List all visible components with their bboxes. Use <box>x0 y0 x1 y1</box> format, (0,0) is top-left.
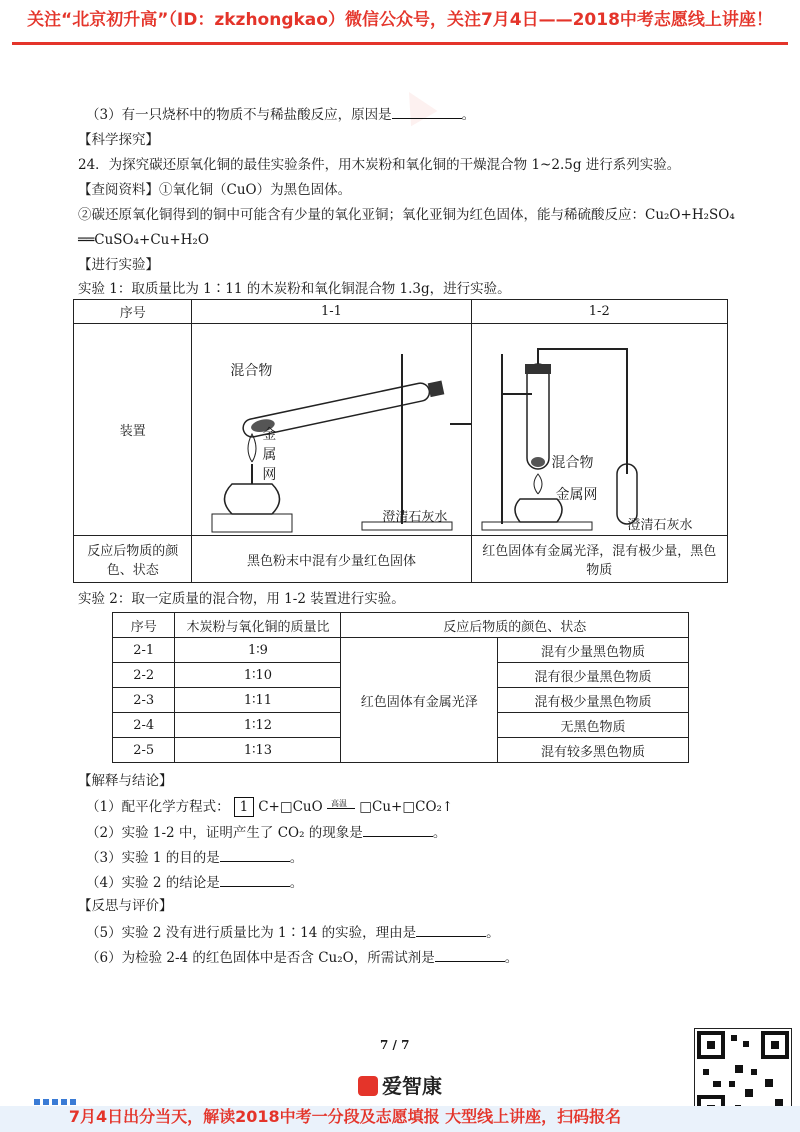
brand-logo <box>358 1070 442 1099</box>
page-number: 7 / 7 <box>380 1038 410 1052</box>
row-device-label: 装置 <box>74 324 192 536</box>
answer-blank <box>435 947 505 962</box>
equation-left: C+□CuO <box>258 799 323 815</box>
period: 。 <box>504 950 519 966</box>
label-limewater-1: 澄清石灰水 <box>382 510 448 525</box>
period: 。 <box>486 925 500 941</box>
seq-cell: 2-3 <box>113 688 175 713</box>
apparatus-1-1-drawing <box>192 324 472 536</box>
t2-header-state: 反应后物质的颜色、状态 <box>341 613 689 638</box>
question-3-text: （3）有一只烧杯中的物质不与稀盐酸反应，原因是 <box>86 107 392 123</box>
reaction-condition: 高温 <box>330 798 347 808</box>
experiment-2-table <box>112 612 689 763</box>
answer-1 <box>86 797 453 817</box>
header-1-1: 1-1 <box>192 300 471 324</box>
apparatus-1-2-drawing <box>472 324 729 536</box>
merged-state-cell: 红色固体有金属光泽 <box>341 638 498 763</box>
equation-right: □Cu+□CO₂↑ <box>359 799 454 815</box>
seq-cell: 2-2 <box>113 663 175 688</box>
section-reflect: 【反思与评价】 <box>78 898 173 914</box>
state-cell: 混有较多黑色物质 <box>498 738 689 763</box>
section-science-explore: 【科学探究】 <box>78 132 159 148</box>
experiment-2-desc: 实验 2：取一定质量的混合物，用 1-2 装置进行实验。 <box>78 591 405 607</box>
reference-2 <box>78 206 735 224</box>
apparatus-1-1 <box>192 324 471 536</box>
reference-1: 【查阅资料】①氧化铜（CuO）为黑色固体。 <box>78 182 352 198</box>
section-explain: 【解释与结论】 <box>78 773 173 789</box>
t2-header-seq: 序号 <box>113 613 175 638</box>
state-1-2: 红色固体有金属光泽，混有极少量，黑色物质 <box>471 536 727 583</box>
answer-5 <box>86 922 500 942</box>
label-metal-2: 属 <box>262 447 277 463</box>
experiment-1-table <box>73 299 728 583</box>
label-metal-3: 网 <box>262 467 277 483</box>
reference-2-products: ══CuSO₄+Cu+H₂O <box>78 232 209 248</box>
answer-4-text: （4）实验 2 的结论是 <box>86 875 220 891</box>
answer-2-text: （2）实验 1-2 中，证明产生了 CO₂ 的现象是 <box>86 825 363 841</box>
answer-blank <box>220 847 290 862</box>
answer-4 <box>86 872 303 892</box>
table-row <box>113 638 689 663</box>
t2-header-ratio: 木炭粉与氧化铜的质量比 <box>175 613 341 638</box>
answer-blank <box>416 922 486 937</box>
answer-2 <box>86 822 446 842</box>
period: 。 <box>432 825 447 841</box>
seq-cell: 2-4 <box>113 713 175 738</box>
ratio-cell: 1∶10 <box>175 663 341 688</box>
label-mixture-2: 混合物 <box>551 455 594 471</box>
period: 。 <box>289 875 304 891</box>
apparatus-1-2 <box>471 324 727 536</box>
answer-5-text: （5）实验 2 没有进行质量比为 1∶14 的实验，理由是 <box>86 925 417 941</box>
answer-blank <box>220 872 290 887</box>
seq-cell: 2-5 <box>113 738 175 763</box>
footer-promo[interactable]: 7月4日出分当天，解读2018中考一分段及志愿填报 大型线上讲座，扫码报名 <box>68 1107 622 1126</box>
state-cell: 无黑色物质 <box>498 713 689 738</box>
answer-3-text: （3）实验 1 的目的是 <box>86 850 220 866</box>
answer-1-prefix: （1）配平化学方程式： <box>86 799 230 815</box>
state-1-1: 黑色粉末中混有少量红色固体 <box>192 536 471 583</box>
question-24: 24．为探究碳还原氧化铜的最佳实验条件，用木炭粉和氧化铜的干燥混合物 1~2.5g 进行系列实验。 <box>78 157 681 173</box>
answer-blank <box>363 822 433 837</box>
answer-blank <box>392 104 462 119</box>
experiment-1-desc: 实验 1：取质量比为 1∶11 的木炭粉和氧化铜混合物 1.3g，进行实验。 <box>78 281 511 297</box>
ratio-cell: 1∶9 <box>175 638 341 663</box>
reference-2-text: ②碳还原氧化铜得到的铜中可能含有少量的氧化亚铜；氧化亚铜为红色固体，能与稀硫酸反应： <box>78 207 645 223</box>
seq-cell: 2-1 <box>113 638 175 663</box>
watermark: ▲ <box>390 75 441 131</box>
coefficient-box: 1 <box>234 797 254 817</box>
question-3 <box>86 104 475 124</box>
label-limewater-2: 澄清石灰水 <box>627 518 693 533</box>
brand-icon <box>358 1076 378 1096</box>
state-cell: 混有很少量黑色物质 <box>498 663 689 688</box>
banner-divider <box>12 42 788 45</box>
ratio-cell: 1∶11 <box>175 688 341 713</box>
reference-2-equation: Cu₂O+H₂SO₄ <box>645 207 735 223</box>
brand-name: 爱智康 <box>382 1074 442 1098</box>
header-1-2: 1-2 <box>471 300 727 324</box>
period: 。 <box>461 107 476 123</box>
section-experiment: 【进行实验】 <box>78 257 159 273</box>
state-cell: 混有少量黑色物质 <box>498 638 689 663</box>
label-mixture: 混合物 <box>230 363 273 379</box>
reaction-arrow <box>327 798 355 815</box>
answer-6-text: （6）为检验 2-4 的红色固体中是否含 Cu₂O，所需试剂是 <box>86 950 435 966</box>
answer-3 <box>86 847 303 867</box>
answer-6 <box>86 947 518 967</box>
period: 。 <box>289 850 304 866</box>
header-seq: 序号 <box>74 300 192 324</box>
ratio-cell: 1∶13 <box>175 738 341 763</box>
label-metal-1: 金 <box>262 427 277 443</box>
state-cell: 混有极少量黑色物质 <box>498 688 689 713</box>
label-metal-mesh-2: 金属网 <box>555 487 598 503</box>
ratio-cell: 1∶12 <box>175 713 341 738</box>
top-banner[interactable]: 关注“北京初升高”（ID：zkzhongkao）微信公众号，关注7月4日——2018中考志愿线上讲座！ <box>27 10 773 30</box>
row-state-label: 反应后物质的颜色、状态 <box>74 536 192 583</box>
